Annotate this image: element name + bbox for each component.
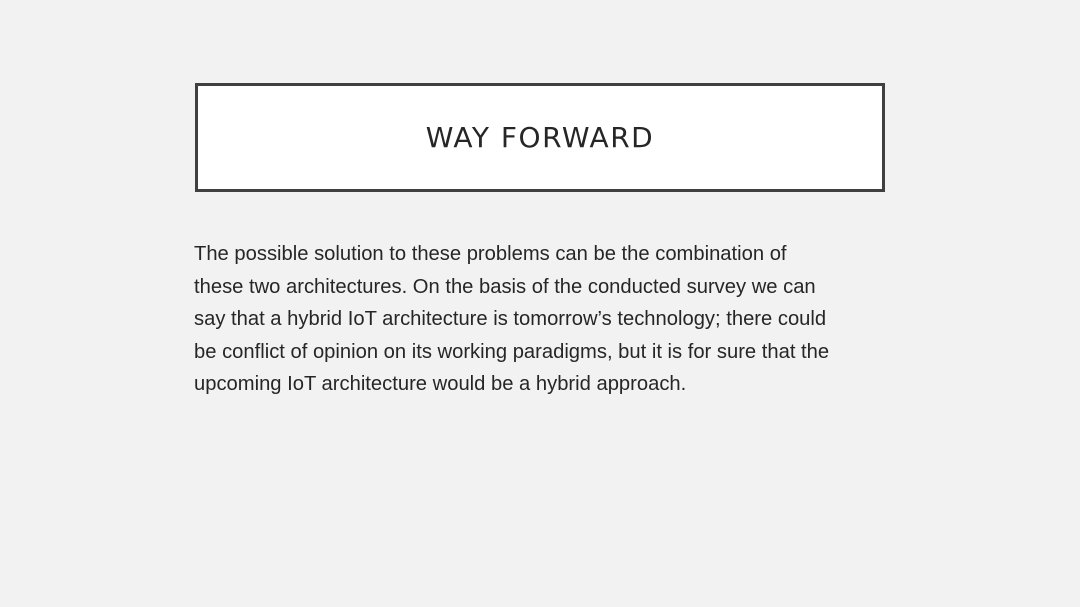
body-line: these two architectures. On the basis of the conducted survey we can xyxy=(194,275,816,298)
body-line: say that a hybrid IoT architecture is tomorrow’s technology; there could xyxy=(194,308,827,330)
body-line: be conflict of opinion on its working paradigms, but it is for sure that the xyxy=(194,340,830,363)
body-line: The possible solution to these problems can be the combination of xyxy=(194,243,787,265)
title-box xyxy=(195,83,885,192)
body-line: upcoming IoT architecture would be a hybrid approach. xyxy=(194,373,687,395)
slide-title: WAY FORWARD xyxy=(425,121,655,154)
body-paragraph xyxy=(194,238,914,401)
